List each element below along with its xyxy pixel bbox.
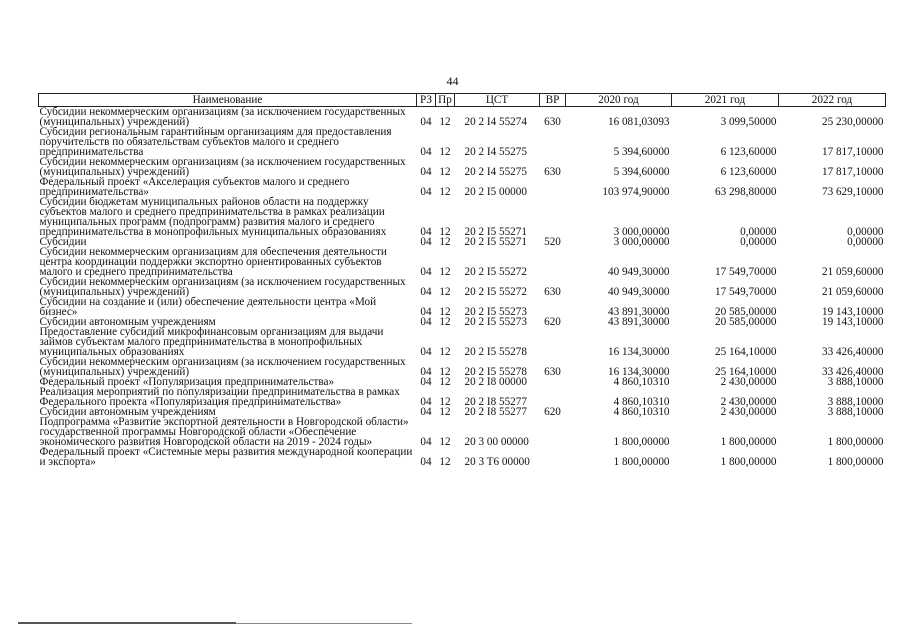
table-row bbox=[39, 387, 886, 407]
cell-2020: 40 949,30000 bbox=[607, 286, 670, 298]
header-2022: 2022 год bbox=[779, 94, 886, 107]
cell-2021: 6 123,60000 bbox=[720, 166, 777, 178]
cell-2022: 73 629,10000 bbox=[821, 186, 884, 198]
cell-2021: 1 800,00000 bbox=[720, 456, 777, 468]
cell-rz: 04 bbox=[420, 456, 432, 468]
cell-pr: 12 bbox=[439, 436, 451, 448]
cell-vr bbox=[540, 197, 566, 237]
cell-cst: 20 2 I4 55275 bbox=[464, 146, 527, 158]
table-row bbox=[39, 327, 886, 357]
cell-pr: 12 bbox=[439, 396, 451, 408]
cell-pr: 12 bbox=[439, 146, 451, 158]
cell-name: Субсидии некоммерческим организациям (за исключением государственных (муниципальных) учреждений) bbox=[39, 276, 406, 298]
cell-pr: 12 bbox=[439, 166, 451, 178]
cell-cst: 20 2 I5 55273 bbox=[464, 306, 527, 318]
cell-cst: 20 2 I8 00000 bbox=[464, 376, 527, 388]
header-vr: ВР bbox=[540, 94, 566, 107]
cell-2022: 3 888,10000 bbox=[827, 396, 884, 408]
cell-2021: 2 430,00000 bbox=[720, 406, 777, 418]
cell-vr bbox=[540, 417, 566, 447]
cell-cst: 20 2 I5 00000 bbox=[464, 186, 527, 198]
cell-pr: 12 bbox=[439, 376, 451, 388]
cell-vr: 520 bbox=[544, 236, 561, 248]
cell-2021: 1 800,00000 bbox=[720, 436, 777, 448]
cell-2021: 2 430,00000 bbox=[720, 376, 777, 388]
cell-2022: 1 800,00000 bbox=[827, 436, 884, 448]
cell-vr: 630 bbox=[544, 286, 561, 298]
cell-2020: 1 800,00000 bbox=[613, 456, 670, 468]
cell-2021: 6 123,60000 bbox=[720, 146, 777, 158]
cell-pr: 12 bbox=[439, 286, 451, 298]
cell-2020: 4 860,10310 bbox=[613, 376, 670, 388]
cell-2022: 1 800,00000 bbox=[827, 456, 884, 468]
table-row bbox=[39, 197, 886, 237]
table-row bbox=[39, 357, 886, 377]
cell-vr bbox=[540, 297, 566, 317]
cell-pr: 12 bbox=[439, 226, 451, 238]
cell-rz: 04 bbox=[420, 266, 432, 278]
cell-2022: 19 143,10000 bbox=[821, 306, 884, 318]
cell-rz: 04 bbox=[420, 166, 432, 178]
cell-pr: 12 bbox=[439, 456, 451, 468]
cell-name: Субсидии бюджетам муниципальных районов области на поддержку субъектов малого и среднего предпринимательства в рамках реализации муниципальных программ (подпрограмм) развития малого и среднего предпринимательства в монопрофильных муниципальных образованиях bbox=[39, 196, 387, 238]
cell-name: Субсидии некоммерческим организациям (за исключением государственных (муниципальных) учреждений) bbox=[39, 356, 406, 378]
cell-2022: 0,00000 bbox=[847, 236, 884, 248]
cell-rz: 04 bbox=[420, 236, 432, 248]
cell-cst: 20 2 I5 55272 bbox=[464, 286, 527, 298]
cell-cst: 20 2 I8 55277 bbox=[464, 396, 527, 408]
cell-name: Субсидии региональным гарантийным организациям для предоставления поручительств по обязательствам субъектов малого и среднего предпринимательства bbox=[39, 126, 392, 158]
cell-name: Субсидии bbox=[39, 236, 87, 248]
cell-2020: 3 000,00000 bbox=[613, 226, 670, 238]
cell-rz: 04 bbox=[420, 116, 432, 128]
cell-rz: 04 bbox=[420, 376, 432, 388]
cell-cst: 20 2 I8 55277 bbox=[464, 406, 527, 418]
cell-rz: 04 bbox=[420, 436, 432, 448]
cell-2021: 2 430,00000 bbox=[720, 396, 777, 408]
cell-name: Предоставление субсидий микрофинансовым организациям для выдачи займов субъектам малого предпринимательства в монопрофильных муниципальных образованиях bbox=[39, 326, 384, 358]
cell-2021: 20 585,00000 bbox=[714, 316, 777, 328]
cell-2020: 16 134,30000 bbox=[607, 366, 670, 378]
cell-2021: 3 099,50000 bbox=[720, 116, 777, 128]
cell-2022: 19 143,10000 bbox=[821, 316, 884, 328]
cell-cst: 20 2 I5 55278 bbox=[464, 346, 527, 358]
cell-2020: 5 394,60000 bbox=[613, 146, 670, 158]
cell-vr: 630 bbox=[544, 116, 561, 128]
cell-vr: 620 bbox=[544, 316, 561, 328]
cell-rz: 04 bbox=[420, 146, 432, 158]
cell-name: Федеральный проект «Системные меры развития международной кооперации и экспорта» bbox=[39, 446, 413, 468]
cell-2021: 25 164,10000 bbox=[714, 366, 777, 378]
cell-2022: 0,00000 bbox=[847, 226, 884, 238]
cell-2021: 17 549,70000 bbox=[714, 286, 777, 298]
cell-cst: 20 3 00 00000 bbox=[464, 436, 529, 448]
cell-2021: 0,00000 bbox=[740, 236, 777, 248]
header-name: Наименование bbox=[39, 94, 417, 107]
cell-name: Субсидии на создание и (или) обеспечение деятельности центра «Мой бизнес» bbox=[39, 296, 377, 318]
cell-pr: 12 bbox=[439, 266, 451, 278]
table-row bbox=[39, 447, 886, 467]
budget-table bbox=[38, 93, 886, 467]
cell-name: Субсидии некоммерческим организациям для обеспечения деятельности центра координации поддержки экспортно ориентированных субъектов малого и среднего предпринимательства bbox=[39, 246, 387, 278]
cell-2020: 40 949,30000 bbox=[607, 266, 670, 278]
cell-vr bbox=[540, 447, 566, 467]
cell-2021: 20 585,00000 bbox=[714, 306, 777, 318]
cell-name: Субсидии автономным учреждениям bbox=[39, 316, 216, 328]
cell-vr bbox=[540, 327, 566, 357]
cell-cst: 20 2 I5 55278 bbox=[464, 366, 527, 378]
cell-vr bbox=[540, 377, 566, 387]
table-header-row bbox=[39, 94, 886, 107]
cell-2021: 63 298,80000 bbox=[714, 186, 777, 198]
cell-vr bbox=[540, 177, 566, 197]
cell-rz: 04 bbox=[420, 366, 432, 378]
cell-2020: 4 860,10310 bbox=[613, 406, 670, 418]
header-2021: 2021 год bbox=[672, 94, 779, 107]
cell-cst: 20 2 I5 55271 bbox=[464, 226, 527, 238]
cell-rz: 04 bbox=[420, 286, 432, 298]
cell-pr: 12 bbox=[439, 236, 451, 248]
cell-2022: 33 426,40000 bbox=[821, 346, 884, 358]
cell-vr: 620 bbox=[544, 406, 561, 418]
cell-pr: 12 bbox=[439, 366, 451, 378]
cell-rz: 04 bbox=[420, 186, 432, 198]
cell-name: Федеральный проект «Акселерация субъектов малого и среднего предпринимательства» bbox=[39, 176, 350, 198]
cell-2020: 1 800,00000 bbox=[613, 436, 670, 448]
cell-rz: 04 bbox=[420, 346, 432, 358]
table-row bbox=[39, 247, 886, 277]
cell-2022: 33 426,40000 bbox=[821, 366, 884, 378]
cell-2020: 103 974,90000 bbox=[602, 186, 670, 198]
cell-2020: 43 891,30000 bbox=[607, 306, 670, 318]
cell-2021: 25 164,10000 bbox=[714, 346, 777, 358]
cell-pr: 12 bbox=[439, 306, 451, 318]
table-row bbox=[39, 157, 886, 177]
table-row bbox=[39, 107, 886, 128]
table-row bbox=[39, 177, 886, 197]
table-row bbox=[39, 127, 886, 157]
cell-2022: 21 059,60000 bbox=[821, 266, 884, 278]
cell-2020: 16 134,30000 bbox=[607, 346, 670, 358]
table-row bbox=[39, 417, 886, 447]
table-row bbox=[39, 297, 886, 317]
cell-rz: 04 bbox=[420, 406, 432, 418]
cell-name: Федеральный проект «Популяризация предпринимательства» bbox=[39, 376, 335, 388]
page-number: 44 bbox=[446, 74, 459, 88]
cell-2022: 21 059,60000 bbox=[821, 286, 884, 298]
cell-cst: 20 2 I5 55273 bbox=[464, 316, 527, 328]
cell-2022: 17 817,10000 bbox=[821, 166, 884, 178]
cell-cst: 20 2 I4 55274 bbox=[464, 116, 527, 128]
cell-rz: 04 bbox=[420, 316, 432, 328]
cell-2020: 3 000,00000 bbox=[613, 236, 670, 248]
cell-2022: 25 230,00000 bbox=[821, 116, 884, 128]
cell-rz: 04 bbox=[420, 226, 432, 238]
cell-2022: 17 817,10000 bbox=[821, 146, 884, 158]
header-cst: ЦСТ bbox=[455, 94, 540, 107]
cell-name: Подпрограмма «Развитие экспортной деятельности в Новгородской области» государственной программы Новгородской области «Обеспечение экономического развития Новгородской области на 2019 - 2024 годы» bbox=[39, 416, 409, 448]
cell-pr: 12 bbox=[439, 316, 451, 328]
cell-2022: 3 888,10000 bbox=[827, 376, 884, 388]
table-row bbox=[39, 277, 886, 297]
footer-rule-thin bbox=[236, 623, 412, 624]
cell-pr: 12 bbox=[439, 346, 451, 358]
cell-name: Субсидии некоммерческим организациям (за исключением государственных (муниципальных) учреждений) bbox=[39, 156, 406, 178]
table-body bbox=[39, 107, 886, 468]
cell-pr: 12 bbox=[439, 116, 451, 128]
cell-name: Реализация мероприятий по популяризации предпринимательства в рамках Федерального проекта «Популяризация предпринимательства» bbox=[39, 386, 400, 408]
cell-2022: 3 888,10000 bbox=[827, 406, 884, 418]
cell-cst: 20 2 I5 55272 bbox=[464, 266, 527, 278]
cell-2020: 43 891,30000 bbox=[607, 316, 670, 328]
cell-2020: 16 081,03093 bbox=[607, 116, 670, 128]
cell-rz: 04 bbox=[420, 396, 432, 408]
cell-rz: 04 bbox=[420, 306, 432, 318]
cell-2021: 17 549,70000 bbox=[714, 266, 777, 278]
cell-pr: 12 bbox=[439, 186, 451, 198]
cell-2020: 4 860,10310 bbox=[613, 396, 670, 408]
header-2020: 2020 год bbox=[566, 94, 672, 107]
cell-pr: 12 bbox=[439, 406, 451, 418]
cell-cst: 20 2 I5 55271 bbox=[464, 236, 527, 248]
cell-vr bbox=[540, 387, 566, 407]
footer-rule bbox=[18, 622, 236, 624]
cell-cst: 20 3 T6 00000 bbox=[464, 456, 530, 468]
cell-name: Субсидии некоммерческим организациям (за исключением государственных (муниципальных) учреждений) bbox=[39, 106, 406, 128]
cell-2020: 5 394,60000 bbox=[613, 166, 670, 178]
cell-2021: 0,00000 bbox=[740, 226, 777, 238]
cell-vr bbox=[540, 127, 566, 157]
header-rz: РЗ bbox=[417, 94, 436, 107]
cell-vr: 630 bbox=[544, 366, 561, 378]
cell-name: Субсидии автономным учреждениям bbox=[39, 406, 216, 418]
cell-vr: 630 bbox=[544, 166, 561, 178]
cell-cst: 20 2 I4 55275 bbox=[464, 166, 527, 178]
header-pr: Пр bbox=[436, 94, 455, 107]
cell-vr bbox=[540, 247, 566, 277]
